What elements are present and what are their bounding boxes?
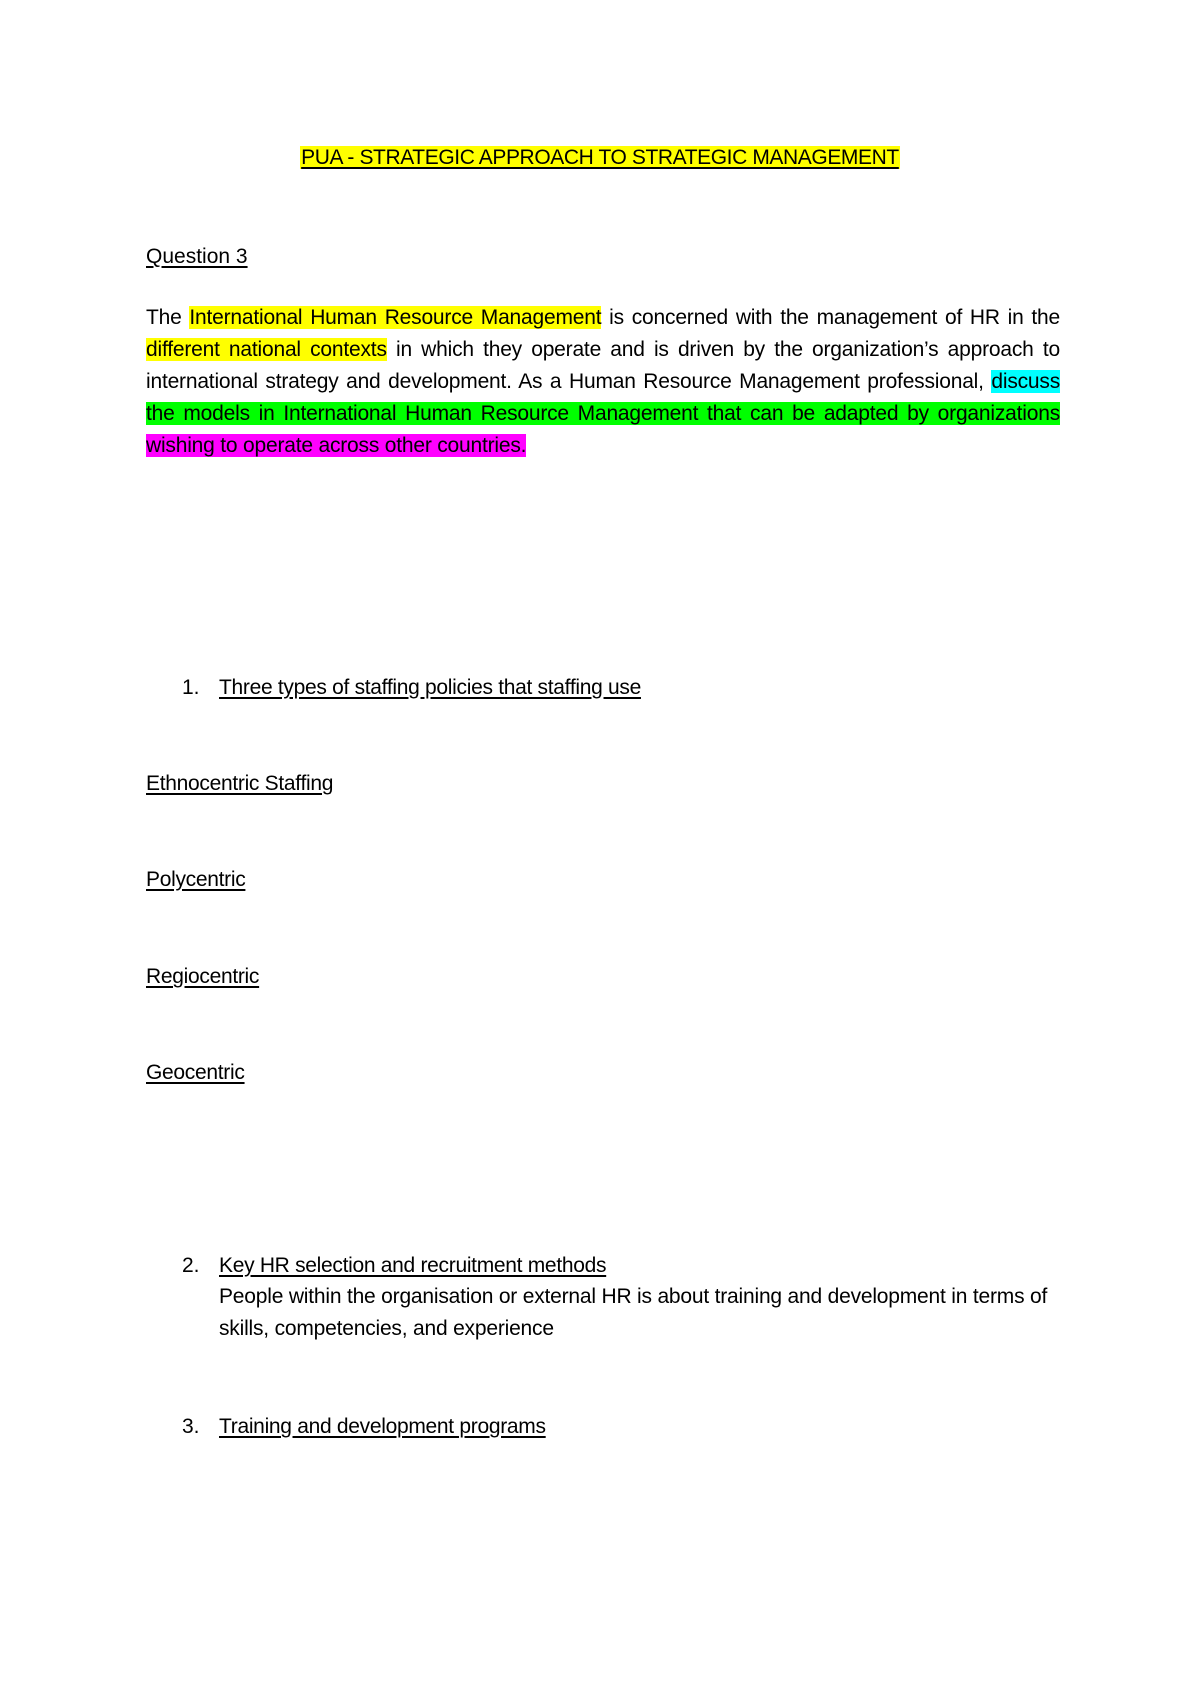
policy-geocentric: Geocentric (146, 1061, 245, 1084)
question-label: Question 3 (146, 245, 248, 268)
paragraph-text: The (146, 306, 190, 329)
list-number-1: 1. (182, 676, 200, 699)
page-title-text: PUA - STRATEGIC APPROACH TO STRATEGIC MANAGEMENT (301, 146, 899, 169)
highlight-other-countries: wishing to operate across other countries. (146, 434, 527, 457)
highlight-models: the models in International Human Resource Management that can be adapted by organizations (146, 402, 1060, 425)
highlight-ihrm: International Human Resource Management (189, 306, 602, 329)
page-title (0, 146, 1200, 170)
paragraph-text: in which they operate and is driven by the organization’s approach to international strategy and development. As a Human Resource Management professional, (146, 338, 1060, 393)
list-heading-1: Three types of staffing policies that staffing use (219, 676, 641, 699)
highlight-discuss: discuss (991, 370, 1060, 393)
highlight-national-contexts: different national contexts (146, 338, 387, 361)
policy-ethnocentric: Ethnocentric Staffing (146, 772, 334, 795)
list-heading-2: Key HR selection and recruitment methods (219, 1254, 607, 1277)
list-heading-3: Training and development programs (219, 1415, 546, 1438)
list-body-2: People within the organisation or external HR is about training and development in terms of skills, competencies, and experience (219, 1285, 1048, 1340)
paragraph-text: is concerned with the management of HR in the (601, 306, 1060, 329)
policy-polycentric: Polycentric (146, 868, 246, 891)
list-number-2: 2. (182, 1254, 200, 1277)
question-paragraph (146, 302, 1060, 462)
policy-regiocentric: Regiocentric (146, 965, 260, 988)
list-number-3: 3. (182, 1415, 200, 1438)
